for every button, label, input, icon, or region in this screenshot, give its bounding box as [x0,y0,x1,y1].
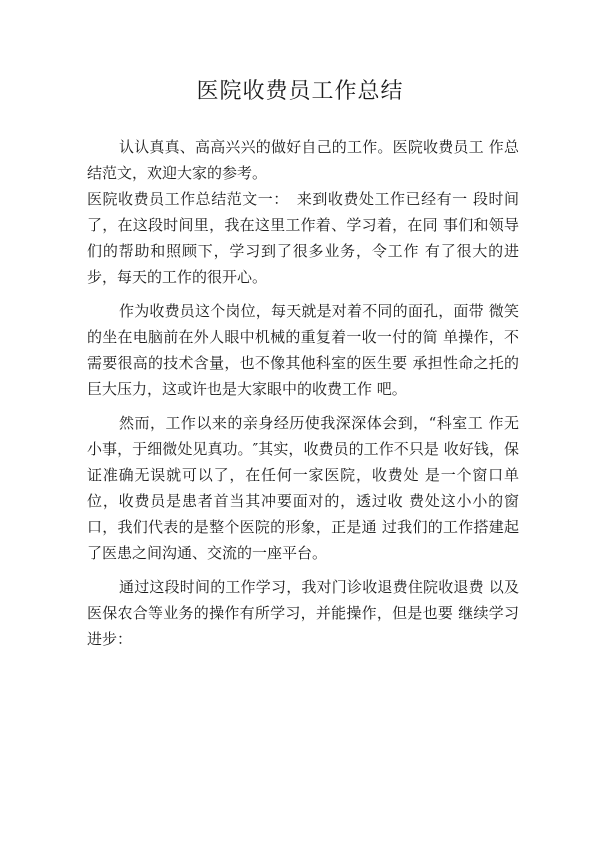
document-title: 医院收费员工作总结 [196,79,404,104]
paragraph-intro: 认认真真、高高兴兴的做好自己的工作。医院收费员工 作总结范文，欢迎大家的参考。 [87,138,519,182]
document-body [87,134,519,652]
paragraph-experience: 然而，工作以来的亲身经历使我深深体会到，“科室工 作无小事，于细微处见真功。″其实，收费员的工作不只是 收好钱，保证准确无误就可以了，在任何一家医院，收费处 是一个窗口单位，收费员是患者首当其冲要面对的，透过收 费处这小小的窗口，我们代表的是整个医院的形象，正是通 过我们的工作搭建起了医患之间沟通、交流的一座平台。 [87,414,519,562]
paragraph-learning: 通过这段时间的工作学习，我对门诊收退费住院收退费 以及医保农合等业务的操作有所学习，并能操作，但是也要 继续学习进步： [87,578,519,648]
paragraph-role-description: 作为收费员这个岗位，每天就是对着不同的面孔，面带 微笑的坐在电脑前在外人眼中机械的重复着一收一付的简 单操作，不需要很高的技术含量，也不像其他科室的医生要 承担性命之托的巨大压力，这或许也是大家眼中的收费工作 吧。 [87,302,519,398]
paragraph-sample-one: 医院收费员工作总结范文一： 来到收费处工作已经有一 段时间了，在这段时间里，我在这里工作着、学习着，在同 事们和领导们的帮助和照顾下，学习到了很多业务，令工作 有了很大的进步，每天的工作的很开心。 [87,190,519,286]
